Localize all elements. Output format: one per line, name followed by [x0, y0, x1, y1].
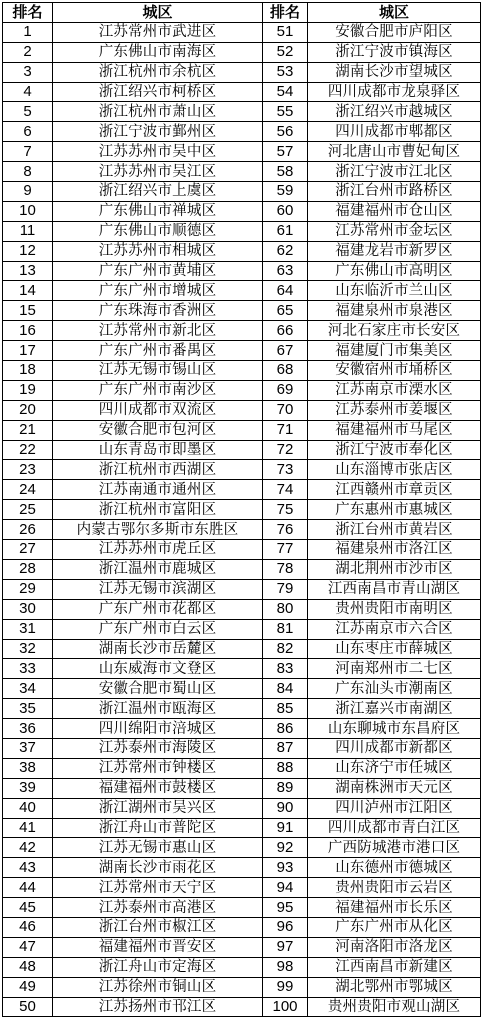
table-row [3, 42, 481, 62]
rank-cell: 71 [263, 420, 308, 440]
rank-cell: 39 [3, 778, 53, 798]
district-cell: 浙江台州市路桥区 [308, 182, 481, 202]
district-cell: 福建泉州市泉港区 [308, 301, 481, 321]
rank-cell: 78 [263, 559, 308, 579]
district-cell: 江苏苏州市虎丘区 [53, 540, 263, 560]
table-row [3, 917, 481, 937]
rank-cell: 53 [263, 62, 308, 82]
rank-cell: 97 [263, 937, 308, 957]
district-cell: 江苏无锡市惠山区 [53, 838, 263, 858]
rank-cell: 30 [3, 599, 53, 619]
district-cell: 四川成都市青白江区 [308, 818, 481, 838]
district-cell: 江苏南京市六合区 [308, 619, 481, 639]
district-cell: 江苏扬州市邗江区 [53, 997, 263, 1017]
rank-cell: 58 [263, 162, 308, 182]
district-cell: 浙江绍兴市柯桥区 [53, 82, 263, 102]
rank-cell: 35 [3, 699, 53, 719]
district-cell: 江苏泰州市姜堰区 [308, 400, 481, 420]
rank-cell: 77 [263, 540, 308, 560]
rank-cell: 24 [3, 480, 53, 500]
district-cell: 广东惠州市惠城区 [308, 500, 481, 520]
table-row [3, 380, 481, 400]
rank-cell: 91 [263, 818, 308, 838]
rank-cell: 81 [263, 619, 308, 639]
table-row [3, 241, 481, 261]
district-cell: 四川成都市郫都区 [308, 122, 481, 142]
district-cell: 福建福州市鼓楼区 [53, 778, 263, 798]
district-cell: 浙江舟山市定海区 [53, 957, 263, 977]
rank-cell: 48 [3, 957, 53, 977]
district-cell: 广东广州市黄埔区 [53, 261, 263, 281]
district-cell: 福建厦门市集美区 [308, 341, 481, 361]
table-row [3, 937, 481, 957]
district-cell: 河南洛阳市洛龙区 [308, 937, 481, 957]
rank-cell: 45 [3, 898, 53, 918]
table-row [3, 500, 481, 520]
rank-cell: 38 [3, 758, 53, 778]
district-cell: 浙江绍兴市越城区 [308, 102, 481, 122]
table-row [3, 858, 481, 878]
rank-cell: 27 [3, 540, 53, 560]
table-row [3, 579, 481, 599]
rank-cell: 69 [263, 380, 308, 400]
rank-cell: 31 [3, 619, 53, 639]
rank-cell: 19 [3, 380, 53, 400]
rank-cell: 28 [3, 559, 53, 579]
rank-cell: 59 [263, 182, 308, 202]
rank-cell: 50 [3, 997, 53, 1017]
district-cell: 湖南长沙市岳麓区 [53, 639, 263, 659]
rank-cell: 60 [263, 201, 308, 221]
district-cell: 浙江台州市黄岩区 [308, 520, 481, 540]
table-row [3, 142, 481, 162]
rank-cell: 36 [3, 719, 53, 739]
rank-cell: 15 [3, 301, 53, 321]
table-row [3, 957, 481, 977]
table-row [3, 838, 481, 858]
rank-cell: 55 [263, 102, 308, 122]
district-cell: 广东佛山市顺德区 [53, 221, 263, 241]
rank-cell: 12 [3, 241, 53, 261]
table-row [3, 102, 481, 122]
rank-cell: 75 [263, 500, 308, 520]
district-cell: 河南郑州市二七区 [308, 659, 481, 679]
rank-cell: 95 [263, 898, 308, 918]
district-cell: 江苏南京市溧水区 [308, 380, 481, 400]
district-cell: 广东佛山市高明区 [308, 261, 481, 281]
table-row [3, 82, 481, 102]
district-cell: 安徽宿州市埇桥区 [308, 361, 481, 381]
rank-cell: 57 [263, 142, 308, 162]
table-row [3, 659, 481, 679]
rank-cell: 41 [3, 818, 53, 838]
rank-cell: 16 [3, 321, 53, 341]
rank-cell: 90 [263, 798, 308, 818]
table-row [3, 798, 481, 818]
rank-cell: 84 [263, 679, 308, 699]
district-cell: 湖北荆州市沙市区 [308, 559, 481, 579]
rank-cell: 40 [3, 798, 53, 818]
district-cell: 广东佛山市禅城区 [53, 201, 263, 221]
rank-cell: 43 [3, 858, 53, 878]
header-row [3, 3, 481, 23]
district-cell: 浙江宁波市镇海区 [308, 42, 481, 62]
rank-cell: 98 [263, 957, 308, 977]
district-cell: 广东广州市南沙区 [53, 380, 263, 400]
district-cell: 湖南长沙市望城区 [308, 62, 481, 82]
district-cell: 江苏苏州市相城区 [53, 241, 263, 261]
district-cell: 浙江杭州市富阳区 [53, 500, 263, 520]
rank-cell: 82 [263, 639, 308, 659]
table-row [3, 420, 481, 440]
district-cell: 广东广州市白云区 [53, 619, 263, 639]
rank-cell: 1 [3, 22, 53, 42]
rank-cell: 64 [263, 281, 308, 301]
rank-cell: 73 [263, 460, 308, 480]
district-cell: 江苏常州市天宁区 [53, 878, 263, 898]
district-cell: 浙江宁波市奉化区 [308, 440, 481, 460]
rank-cell: 44 [3, 878, 53, 898]
table-row [3, 341, 481, 361]
rank-cell: 23 [3, 460, 53, 480]
district-cell: 福建福州市晋安区 [53, 937, 263, 957]
district-cell: 四川泸州市江阳区 [308, 798, 481, 818]
table-row [3, 619, 481, 639]
district-cell: 安徽合肥市蜀山区 [53, 679, 263, 699]
district-cell: 安徽合肥市庐阳区 [308, 22, 481, 42]
rank-cell: 42 [3, 838, 53, 858]
rank-cell: 47 [3, 937, 53, 957]
table-row [3, 639, 481, 659]
rank-cell: 61 [263, 221, 308, 241]
table-row [3, 62, 481, 82]
rank-cell: 56 [263, 122, 308, 142]
district-cell: 浙江台州市椒江区 [53, 917, 263, 937]
district-cell: 江西南昌市青山湖区 [308, 579, 481, 599]
rank-cell: 74 [263, 480, 308, 500]
district-cell: 湖南长沙市雨花区 [53, 858, 263, 878]
table-row [3, 281, 481, 301]
district-cell: 四川成都市新都区 [308, 738, 481, 758]
rank-cell: 6 [3, 122, 53, 142]
district-cell: 广东广州市增城区 [53, 281, 263, 301]
rank-cell: 65 [263, 301, 308, 321]
district-cell: 山东临沂市兰山区 [308, 281, 481, 301]
rank-cell: 80 [263, 599, 308, 619]
rank-cell: 26 [3, 520, 53, 540]
rank-cell: 85 [263, 699, 308, 719]
district-cell: 四川成都市双流区 [53, 400, 263, 420]
table-row [3, 460, 481, 480]
district-cell: 江西南昌市新建区 [308, 957, 481, 977]
rank-cell: 100 [263, 997, 308, 1017]
table-row [3, 559, 481, 579]
district-cell: 江苏苏州市吴中区 [53, 142, 263, 162]
district-cell: 江苏常州市武进区 [53, 22, 263, 42]
table-row [3, 400, 481, 420]
table-row [3, 599, 481, 619]
district-cell: 浙江宁波市鄞州区 [53, 122, 263, 142]
district-cell: 江苏苏州市吴江区 [53, 162, 263, 182]
rank-cell: 18 [3, 361, 53, 381]
rank-cell: 8 [3, 162, 53, 182]
district-cell: 广东珠海市香洲区 [53, 301, 263, 321]
district-cell: 广东佛山市南海区 [53, 42, 263, 62]
rank-cell: 94 [263, 878, 308, 898]
table-row [3, 778, 481, 798]
rank-cell: 68 [263, 361, 308, 381]
header-district-right: 城区 [308, 3, 481, 23]
district-cell: 广东广州市从化区 [308, 917, 481, 937]
rank-cell: 88 [263, 758, 308, 778]
rank-cell: 66 [263, 321, 308, 341]
table-row [3, 699, 481, 719]
district-cell: 广西防城港市港口区 [308, 838, 481, 858]
district-cell: 四川成都市龙泉驿区 [308, 82, 481, 102]
district-cell: 河北唐山市曹妃甸区 [308, 142, 481, 162]
district-cell: 贵州贵阳市观山湖区 [308, 997, 481, 1017]
district-cell: 浙江温州市鹿城区 [53, 559, 263, 579]
rank-cell: 32 [3, 639, 53, 659]
rank-cell: 7 [3, 142, 53, 162]
table-row [3, 480, 481, 500]
district-cell: 浙江湖州市吴兴区 [53, 798, 263, 818]
table-row [3, 261, 481, 281]
district-cell: 江苏常州市新北区 [53, 321, 263, 341]
rank-cell: 33 [3, 659, 53, 679]
table-row [3, 997, 481, 1017]
rank-cell: 20 [3, 400, 53, 420]
district-cell: 山东淄博市张店区 [308, 460, 481, 480]
district-cell: 贵州贵阳市云岩区 [308, 878, 481, 898]
rank-cell: 13 [3, 261, 53, 281]
district-cell: 山东聊城市东昌府区 [308, 719, 481, 739]
rank-cell: 96 [263, 917, 308, 937]
rank-cell: 63 [263, 261, 308, 281]
ranking-table [2, 2, 481, 1017]
rank-cell: 79 [263, 579, 308, 599]
rank-cell: 99 [263, 977, 308, 997]
district-cell: 浙江杭州市萧山区 [53, 102, 263, 122]
rank-cell: 86 [263, 719, 308, 739]
rank-cell: 34 [3, 679, 53, 699]
district-cell: 江苏无锡市滨湖区 [53, 579, 263, 599]
district-cell: 江苏常州市钟楼区 [53, 758, 263, 778]
district-cell: 福建泉州市洛江区 [308, 540, 481, 560]
rank-cell: 83 [263, 659, 308, 679]
table-row [3, 719, 481, 739]
rank-cell: 49 [3, 977, 53, 997]
header-rank-right: 排名 [263, 3, 308, 23]
rank-cell: 46 [3, 917, 53, 937]
rank-cell: 3 [3, 62, 53, 82]
table-row [3, 977, 481, 997]
rank-cell: 62 [263, 241, 308, 261]
district-cell: 山东枣庄市薛城区 [308, 639, 481, 659]
table-row [3, 818, 481, 838]
rank-cell: 92 [263, 838, 308, 858]
rank-cell: 11 [3, 221, 53, 241]
table-row [3, 22, 481, 42]
table-row [3, 878, 481, 898]
header-district-left: 城区 [53, 3, 263, 23]
district-cell: 江苏泰州市高港区 [53, 898, 263, 918]
district-cell: 江苏徐州市铜山区 [53, 977, 263, 997]
district-cell: 浙江舟山市普陀区 [53, 818, 263, 838]
district-cell: 福建福州市长乐区 [308, 898, 481, 918]
rank-cell: 25 [3, 500, 53, 520]
rank-cell: 87 [263, 738, 308, 758]
rank-cell: 14 [3, 281, 53, 301]
district-cell: 福建福州市仓山区 [308, 201, 481, 221]
header-rank-left: 排名 [3, 3, 53, 23]
table-row [3, 738, 481, 758]
table-row [3, 440, 481, 460]
rank-cell: 21 [3, 420, 53, 440]
district-cell: 浙江杭州市余杭区 [53, 62, 263, 82]
rank-cell: 72 [263, 440, 308, 460]
table-row [3, 361, 481, 381]
rank-cell: 17 [3, 341, 53, 361]
district-cell: 福建龙岩市新罗区 [308, 241, 481, 261]
rank-cell: 52 [263, 42, 308, 62]
district-cell: 江西赣州市章贡区 [308, 480, 481, 500]
rank-cell: 51 [263, 22, 308, 42]
rank-cell: 93 [263, 858, 308, 878]
district-cell: 山东青岛市即墨区 [53, 440, 263, 460]
table-row [3, 540, 481, 560]
table-row [3, 301, 481, 321]
rank-cell: 76 [263, 520, 308, 540]
rank-cell: 54 [263, 82, 308, 102]
table-row [3, 520, 481, 540]
rank-cell: 2 [3, 42, 53, 62]
rank-cell: 5 [3, 102, 53, 122]
district-cell: 江苏南通市通州区 [53, 480, 263, 500]
table-row [3, 898, 481, 918]
rank-cell: 22 [3, 440, 53, 460]
district-cell: 湖南株洲市天元区 [308, 778, 481, 798]
table-row [3, 122, 481, 142]
district-cell: 江苏常州市金坛区 [308, 221, 481, 241]
district-cell: 内蒙古鄂尔多斯市东胜区 [53, 520, 263, 540]
district-cell: 浙江杭州市西湖区 [53, 460, 263, 480]
table-row [3, 679, 481, 699]
district-cell: 山东德州市德城区 [308, 858, 481, 878]
table-row [3, 201, 481, 221]
table-body [3, 22, 481, 1017]
district-cell: 广东广州市番禺区 [53, 341, 263, 361]
district-cell: 安徽合肥市包河区 [53, 420, 263, 440]
rank-cell: 10 [3, 201, 53, 221]
district-cell: 浙江温州市瓯海区 [53, 699, 263, 719]
rank-cell: 89 [263, 778, 308, 798]
district-cell: 福建福州市马尾区 [308, 420, 481, 440]
rank-cell: 9 [3, 182, 53, 202]
rank-cell: 4 [3, 82, 53, 102]
rank-cell: 37 [3, 738, 53, 758]
district-cell: 浙江嘉兴市南湖区 [308, 699, 481, 719]
district-cell: 浙江绍兴市上虞区 [53, 182, 263, 202]
district-cell: 江苏无锡市锡山区 [53, 361, 263, 381]
district-cell: 四川绵阳市涪城区 [53, 719, 263, 739]
table-row [3, 321, 481, 341]
table-row [3, 182, 481, 202]
district-cell: 湖北鄂州市鄂城区 [308, 977, 481, 997]
table-row [3, 758, 481, 778]
rank-cell: 70 [263, 400, 308, 420]
rank-cell: 29 [3, 579, 53, 599]
district-cell: 江苏泰州市海陵区 [53, 738, 263, 758]
district-cell: 贵州贵阳市南明区 [308, 599, 481, 619]
district-cell: 河北石家庄市长安区 [308, 321, 481, 341]
rank-cell: 67 [263, 341, 308, 361]
district-cell: 广东广州市花都区 [53, 599, 263, 619]
district-cell: 山东济宁市任城区 [308, 758, 481, 778]
district-cell: 山东威海市文登区 [53, 659, 263, 679]
district-cell: 广东汕头市潮南区 [308, 679, 481, 699]
table-row [3, 221, 481, 241]
district-cell: 浙江宁波市江北区 [308, 162, 481, 182]
table-row [3, 162, 481, 182]
